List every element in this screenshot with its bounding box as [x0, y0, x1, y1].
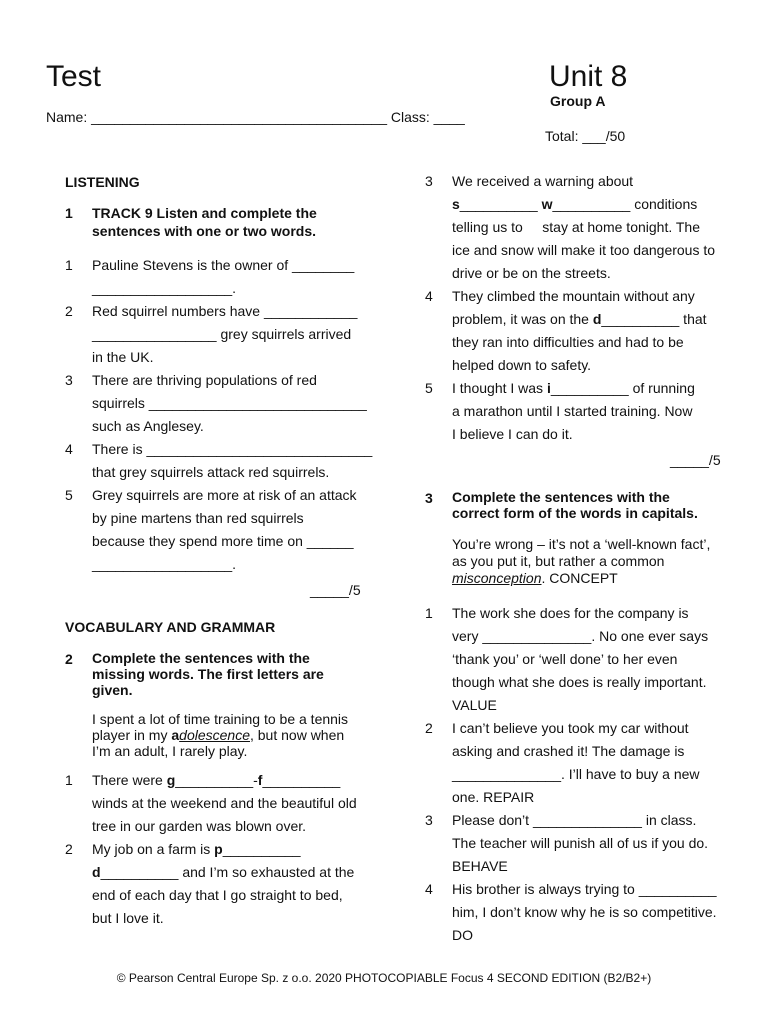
unit-title: Unit 8 [549, 60, 628, 93]
list-item: 4 His brother is always trying to __________ him, I don’t know why he is so competitive. DO [425, 881, 717, 943]
list-item: 5 I thought I was i__________ of running a marathon until I started training. Now I believe I can do it. [425, 380, 695, 442]
instruction-number: 2 [65, 651, 73, 667]
list-item: 2 I can’t believe you took my car without asking and crashed it! The damage is ______________. I’ll have to buy a new one. REPAIR [425, 720, 700, 805]
instruction-number: 3 [425, 490, 433, 506]
group-label: Group A [550, 93, 606, 109]
list-item: 4 There is _____________________________ that grey squirrels attack red squirrels. [65, 441, 373, 480]
section3-instruction: Complete the sentences with the correct form of the words in capitals. [452, 489, 698, 521]
vocab-items [65, 769, 385, 930]
listening-score: _____/5 [310, 582, 361, 598]
list-item: 2 My job on a farm is p__________ d__________ and I’m so exhausted at the end of each day that I go straight to bed, but I love it. [65, 841, 355, 926]
copyright-footer: © Pearson Central Europe Sp. z o.o. 2020 PHOTOCOPIABLE Focus 4 SECOND EDITION (B2/B2+) [116, 971, 652, 985]
list-item: 1 Pauline Stevens is the owner of ________ __________________. [65, 257, 355, 296]
vocab-items-continued [425, 170, 735, 446]
list-item: 1 The work she does for the company is very ______________. No one ever says ‘thank you’ or ‘well done’ to her even though what she does is really important. VALUE [425, 605, 709, 713]
listening-items [65, 254, 385, 576]
list-item: 3 There are thriving populations of red squirrels ____________________________ such as Anglesey. [65, 372, 367, 434]
name-class-line: Name: ______________________________________ Class: ____ [46, 109, 465, 125]
vocab-heading: VOCABULARY AND GRAMMAR [65, 619, 276, 635]
test-title: Test [46, 60, 102, 93]
section3-items [425, 602, 735, 947]
list-item: 4 They climbed the mountain without any problem, it was on the d__________ that they ran into difficulties and had to be helped down to safety. [425, 288, 707, 373]
total-score: Total: ___/50 [545, 128, 626, 144]
list-item: 5 Grey squirrels are more at risk of an attack by pine martens than red squirrels because they spend more time on ______ __________________. [65, 487, 357, 572]
list-item: 2 Red squirrel numbers have ____________ ________________ grey squirrels arrived in the UK. [65, 303, 358, 365]
list-item: 3 We received a warning about s__________ w__________ conditions telling us to stay at home tonight. The ice and snow will make it too dangerous to drive or be on the streets. [425, 173, 716, 281]
vocab-score: _____/5 [670, 452, 721, 468]
list-item: 1 There were g__________-f__________ winds at the weekend and the beautiful old tree in our garden was blown over. [65, 772, 357, 834]
list-item: 3 Please don’t ______________ in class. The teacher will punish all of us if you do. BEHAVE [425, 812, 709, 874]
listening-heading: LISTENING [65, 174, 140, 190]
section3-example: You’re wrong – it’s not a ‘well-known fact’, as you put it, but rather a common misconception. CONCEPT [452, 536, 711, 586]
vocab-instruction: Complete the sentences with the missing words. The first letters are given. [92, 650, 324, 698]
vocab-example: I spent a lot of time training to be a tennis player in my adolescence, but now when I’m an adult, I rarely play. [92, 711, 349, 759]
instruction-number: 1 [65, 205, 73, 221]
listening-instruction: TRACK 9 Listen and complete the sentences with one or two words. [92, 205, 317, 239]
